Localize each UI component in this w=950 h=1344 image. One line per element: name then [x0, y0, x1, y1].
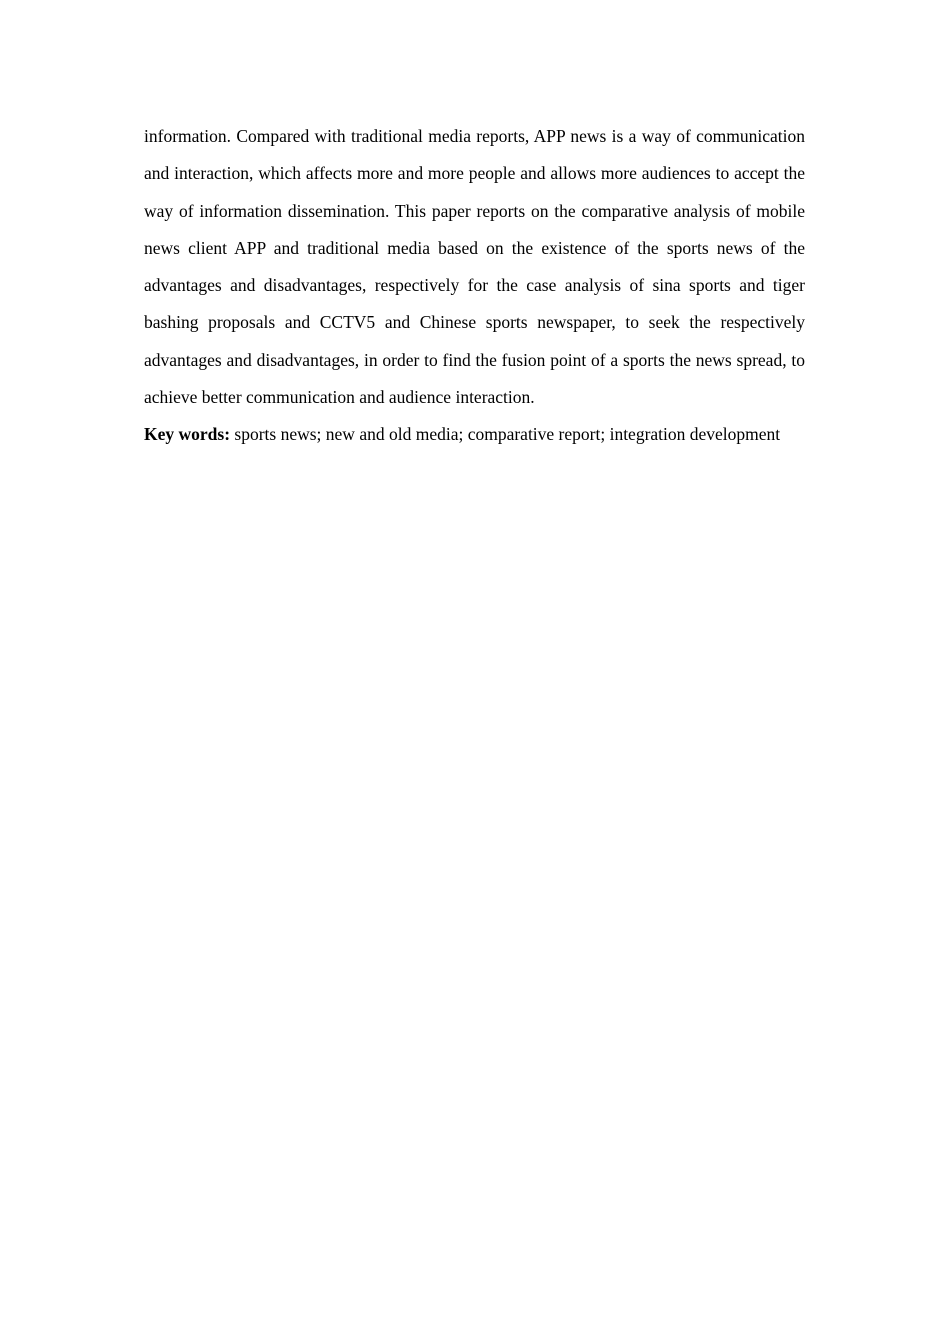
abstract-section: [144, 118, 805, 454]
keywords-label: Key words:: [144, 424, 231, 445]
keywords-line: [144, 416, 805, 453]
abstract-paragraph: information. Compared with traditional media reports, APP news is a way of communication and interaction, which affects more and more people and allows more audiences to accept the way of information dissemination. This paper reports on the comparative analysis of mobile news client APP and traditional media based on the existence of the sports news of the advantages and disadvantages, respectively for the case analysis of sina sports and tiger bashing proposals and CCTV5 and Chinese sports newspaper, to seek the respectively advantages and disadvantages, in order to find the fusion point of a sports the news spread, to achieve better communication and audience interaction.: [144, 126, 805, 408]
keywords-text: sports news; new and old media; comparative report; integration development: [234, 424, 781, 445]
